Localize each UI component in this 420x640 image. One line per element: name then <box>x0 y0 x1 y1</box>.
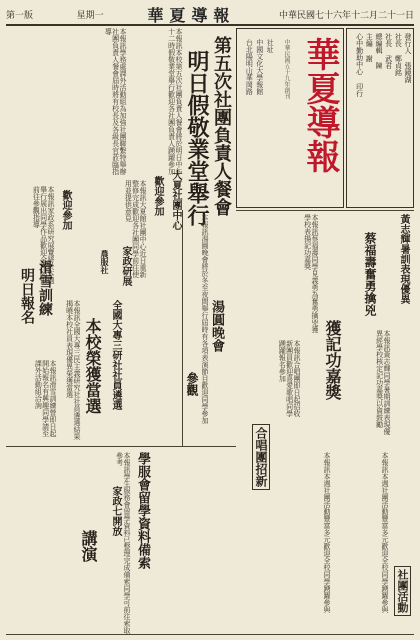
top-strip <box>6 4 414 26</box>
masthead-box <box>236 28 344 208</box>
staff-row: 社長 鄭貞銘 <box>394 33 403 76</box>
subhead-register: 明日報名 <box>19 268 35 324</box>
main-headline-2: 明日假敬業堂舉行 <box>184 50 210 226</box>
subhead-agri-club: 農服社 <box>100 250 110 274</box>
subhead-national-selection: 全國大專三研社社員遴選 <box>110 300 121 410</box>
left-mid-body: 本報訊家政系研究展覽將於本週舉行展出同學作品歡迎全校師生前往參觀指導 <box>32 186 55 284</box>
selection-body: 本報訊全國大專三民主義研究社社員遴選結果揭曉本校社員表現優異榮獲當選 <box>65 300 81 440</box>
address-line-2: 台北陽明山華岡路 <box>245 39 254 95</box>
subhead-visit: 參觀 <box>185 372 199 396</box>
section-divider <box>6 446 236 447</box>
lecture-headline-2: 講演 <box>79 530 98 562</box>
bottom-mid-body: 本報訊本週社團活動豐富多元歡迎全校同學踴躍參與 <box>323 452 331 613</box>
club-activity-badge: 社團活動 <box>394 566 411 616</box>
subhead-club-center: 大夏社團中心 <box>170 170 181 230</box>
award-headline-2: 獲記功嘉獎 <box>323 320 342 400</box>
award-sub: 蔡福壽奮勇擒兇 <box>363 232 377 316</box>
staff-row: 發行人 張鏡湖 <box>404 33 412 83</box>
ski-body: 本報訊滑雪訓練營即日起開始報名有興趣同學請至課外活動組洽詢 <box>34 360 57 437</box>
chorus-body: 本報訊合唱團即日起招收新團員歡迎喜愛歌唱同學踴躍報名參加 <box>278 340 301 417</box>
page-number: 第一版 <box>6 10 34 21</box>
staff-box <box>346 28 414 208</box>
subhead-tangyuan: 湯圓晚會 <box>209 300 224 352</box>
bottom-rule <box>6 634 414 635</box>
lecture-headline-1: 家政七開放 <box>110 486 121 536</box>
club-activity-body: 本報訊本週社團活動豐富多元歡迎全校同學踴躍參與 <box>381 452 389 613</box>
tangyuan-body: 本報訊湯圓晚會將於冬至夜間舉行屆時有各項表演節目歡迎同學參加 <box>201 214 209 424</box>
main-article-body: 本報訊本校第五次社團負責人餐會將於明日中午十二時假敬業堂舉行歡迎各社團負責人踴躍參加 <box>167 28 183 175</box>
article-text-left-top: 本報訊學務處課外活動組為加強社團聯繫特舉辦社團負責人餐會屆時將有校長及各級長官蒞臨指導 <box>104 28 127 175</box>
masthead-address <box>245 39 274 95</box>
study-headline: 學服會留學資料備索 <box>135 452 150 569</box>
subhead-welcome: 歡迎參加 <box>152 176 163 216</box>
award-body: 本報訊黃志輝同學暑期訓練表現優異經學校核定記功嘉獎以資鼓勵 <box>375 330 391 435</box>
masthead-pub-note: 中華民國五十九年創刊 <box>283 39 290 99</box>
award-body-2: 本報訊蔡福壽同學見義勇為奮勇擒兇獲學校表揚記功嘉獎 <box>303 214 319 333</box>
masthead-title: 華夏導報 <box>300 37 340 173</box>
subhead-welcome-2: 歡迎參加 <box>60 190 71 230</box>
club-center-body: 本報訊大夏館社團中心近日重新整修完成歡迎各社團同學前往使用並提供意見 <box>124 180 147 278</box>
staff-footer: 心中勤助中心 印行 <box>355 33 364 97</box>
award-headline-1: 黃志輝暑訓表現優異 <box>398 214 409 304</box>
main-headline-1: 第五次社團負責人餐會 <box>211 36 232 216</box>
issue-date: 中華民國七十六年十二月二十一日 <box>278 10 414 21</box>
address-label: 社址 <box>266 39 275 53</box>
staff-row: 社長 武君 <box>384 33 393 69</box>
day-of-week: 星期一 <box>76 10 104 21</box>
subhead-ski: 滑雪訓練 <box>37 260 53 316</box>
chorus-headline: 合唱團招新 <box>252 424 270 490</box>
subhead-selected: 本校榮獲當選 <box>83 318 102 414</box>
subhead-home-ec: 家政研展 <box>120 246 131 286</box>
staff-row: 總編輯 陳 <box>374 33 383 69</box>
staff-row: 主編 謝 <box>365 33 374 62</box>
section-divider <box>236 210 414 211</box>
column-rule <box>182 210 183 446</box>
study-body: 本報訊學生服務會留學資料已整理完成備索同學可前往索取參考 <box>115 452 131 634</box>
address-line-1: 中國文化大學報館 <box>255 39 264 95</box>
masthead-small: 華夏導報 <box>147 5 236 25</box>
